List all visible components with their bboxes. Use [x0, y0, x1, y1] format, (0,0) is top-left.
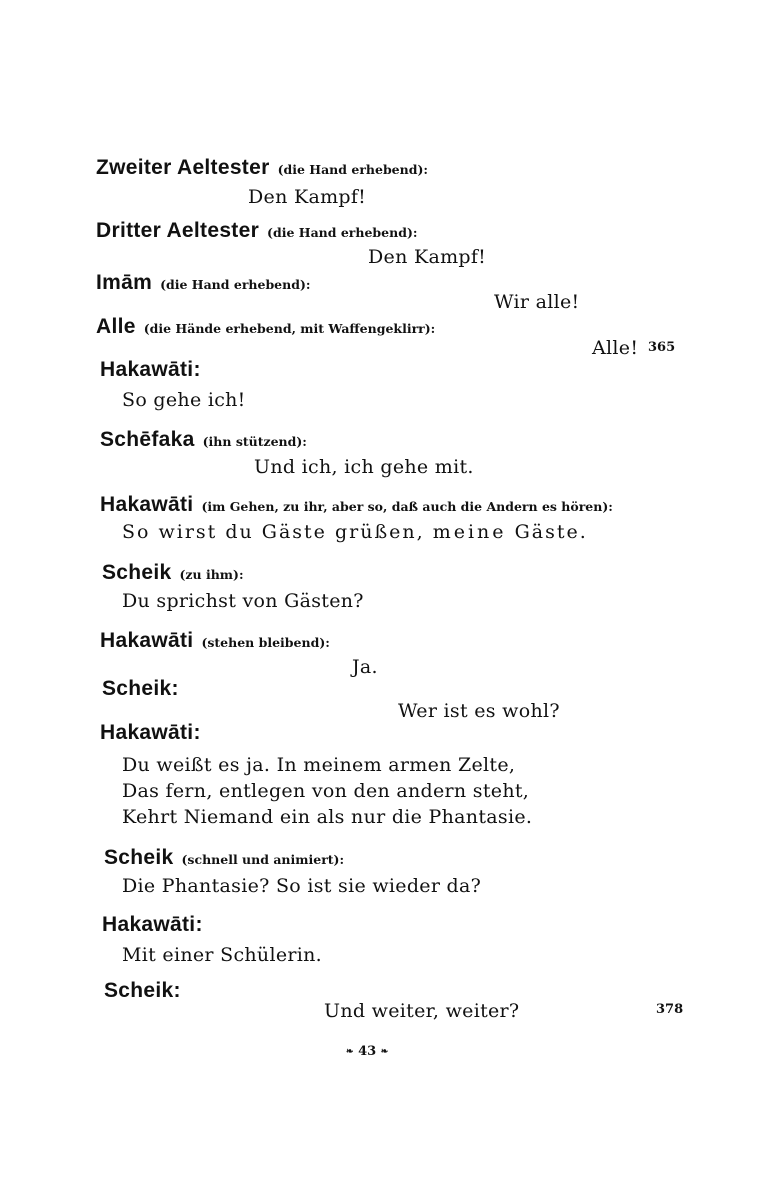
- speaker-name: Hakawāti:: [100, 721, 201, 744]
- verse-text: So wirst du Gäste grüßen,: [122, 521, 433, 543]
- verse-line: Und ich, ich gehe mit.: [254, 456, 474, 478]
- line-number: 378: [656, 1002, 684, 1017]
- stage-direction: (stehen bleibend):: [201, 635, 330, 650]
- verse-line: Die Phantasie? So ist sie wieder da?: [122, 875, 482, 897]
- speaker-name: Zweiter Aeltester: [96, 156, 270, 179]
- page-footer: [346, 1044, 388, 1059]
- speaker-name: Hakawāti: [100, 493, 194, 516]
- stage-direction: (zu ihm):: [179, 567, 244, 582]
- verse-line: Den Kampf!: [248, 186, 367, 208]
- stage-direction: (die Hand erhebend):: [267, 225, 418, 240]
- verse-line: Du sprichst von Gästen?: [122, 590, 364, 612]
- speech-heading: [102, 677, 179, 701]
- speaker-name: Scheik: [104, 846, 174, 869]
- verse-line: Alle!: [592, 337, 639, 359]
- stage-direction: (schnell und animiert):: [181, 852, 345, 867]
- verse-line: Mit einer Schülerin.: [122, 944, 323, 966]
- verse-line: Ja.: [352, 656, 378, 678]
- stage-direction: (die Hände erhebend, mit Waffengeklirr):: [143, 321, 436, 336]
- stage-direction: (die Hand erhebend):: [277, 162, 428, 177]
- emphasized-word: meine: [432, 521, 507, 543]
- speaker-name: Alle: [96, 315, 136, 338]
- speech-heading: [100, 428, 307, 452]
- speaker-name: Schēfaka: [100, 428, 195, 451]
- speech-heading: [100, 629, 330, 653]
- speaker-name: Dritter Aeltester: [96, 219, 260, 242]
- speaker-name: Hakawāti:: [100, 358, 201, 381]
- speaker-name: Scheik: [102, 561, 172, 584]
- speech-heading: [100, 493, 613, 517]
- verse-line: Und weiter, weiter?: [324, 1000, 520, 1022]
- verse-line: So gehe ich!: [122, 389, 246, 411]
- page-number: 43: [358, 1044, 377, 1059]
- verse-line: Kehrt Niemand ein als nur die Phantasie.: [122, 806, 533, 828]
- verse-line: Wir alle!: [494, 291, 580, 313]
- speech-heading: [96, 315, 435, 339]
- stage-direction: (im Gehen, zu ihr, aber so, daß auch die Andern es hören):: [201, 499, 613, 514]
- speech-heading: [104, 846, 344, 870]
- speech-heading: [96, 156, 428, 180]
- speech-heading: [102, 561, 244, 585]
- speech-heading: [100, 358, 201, 382]
- speech-heading: [96, 219, 417, 243]
- verse-line: Das fern, entlegen von den andern steht,: [122, 780, 530, 802]
- verse-line: Den Kampf!: [368, 246, 487, 268]
- verse-line: Wer ist es wohl?: [398, 700, 560, 722]
- ornament-icon: ❧: [346, 1047, 354, 1057]
- speaker-name: Imām: [96, 271, 153, 294]
- speech-heading: [102, 913, 203, 937]
- verse-text: Gäste.: [506, 521, 588, 543]
- speech-heading: [100, 721, 201, 745]
- speaker-name: Hakawāti: [100, 629, 194, 652]
- speaker-name: Scheik:: [104, 979, 181, 1002]
- speech-heading: [96, 271, 311, 295]
- verse-line: Du weißt es ja. In meinem armen Zelte,: [122, 754, 516, 776]
- ornament-icon: ❧: [380, 1047, 389, 1057]
- stage-direction: (ihn stützend):: [202, 434, 307, 449]
- verse-line: [122, 521, 588, 543]
- speaker-name: Scheik:: [102, 677, 179, 700]
- line-number: 365: [648, 340, 676, 355]
- stage-direction: (die Hand erhebend):: [160, 277, 311, 292]
- speech-heading: [104, 979, 181, 1003]
- speaker-name: Hakawāti:: [102, 913, 203, 936]
